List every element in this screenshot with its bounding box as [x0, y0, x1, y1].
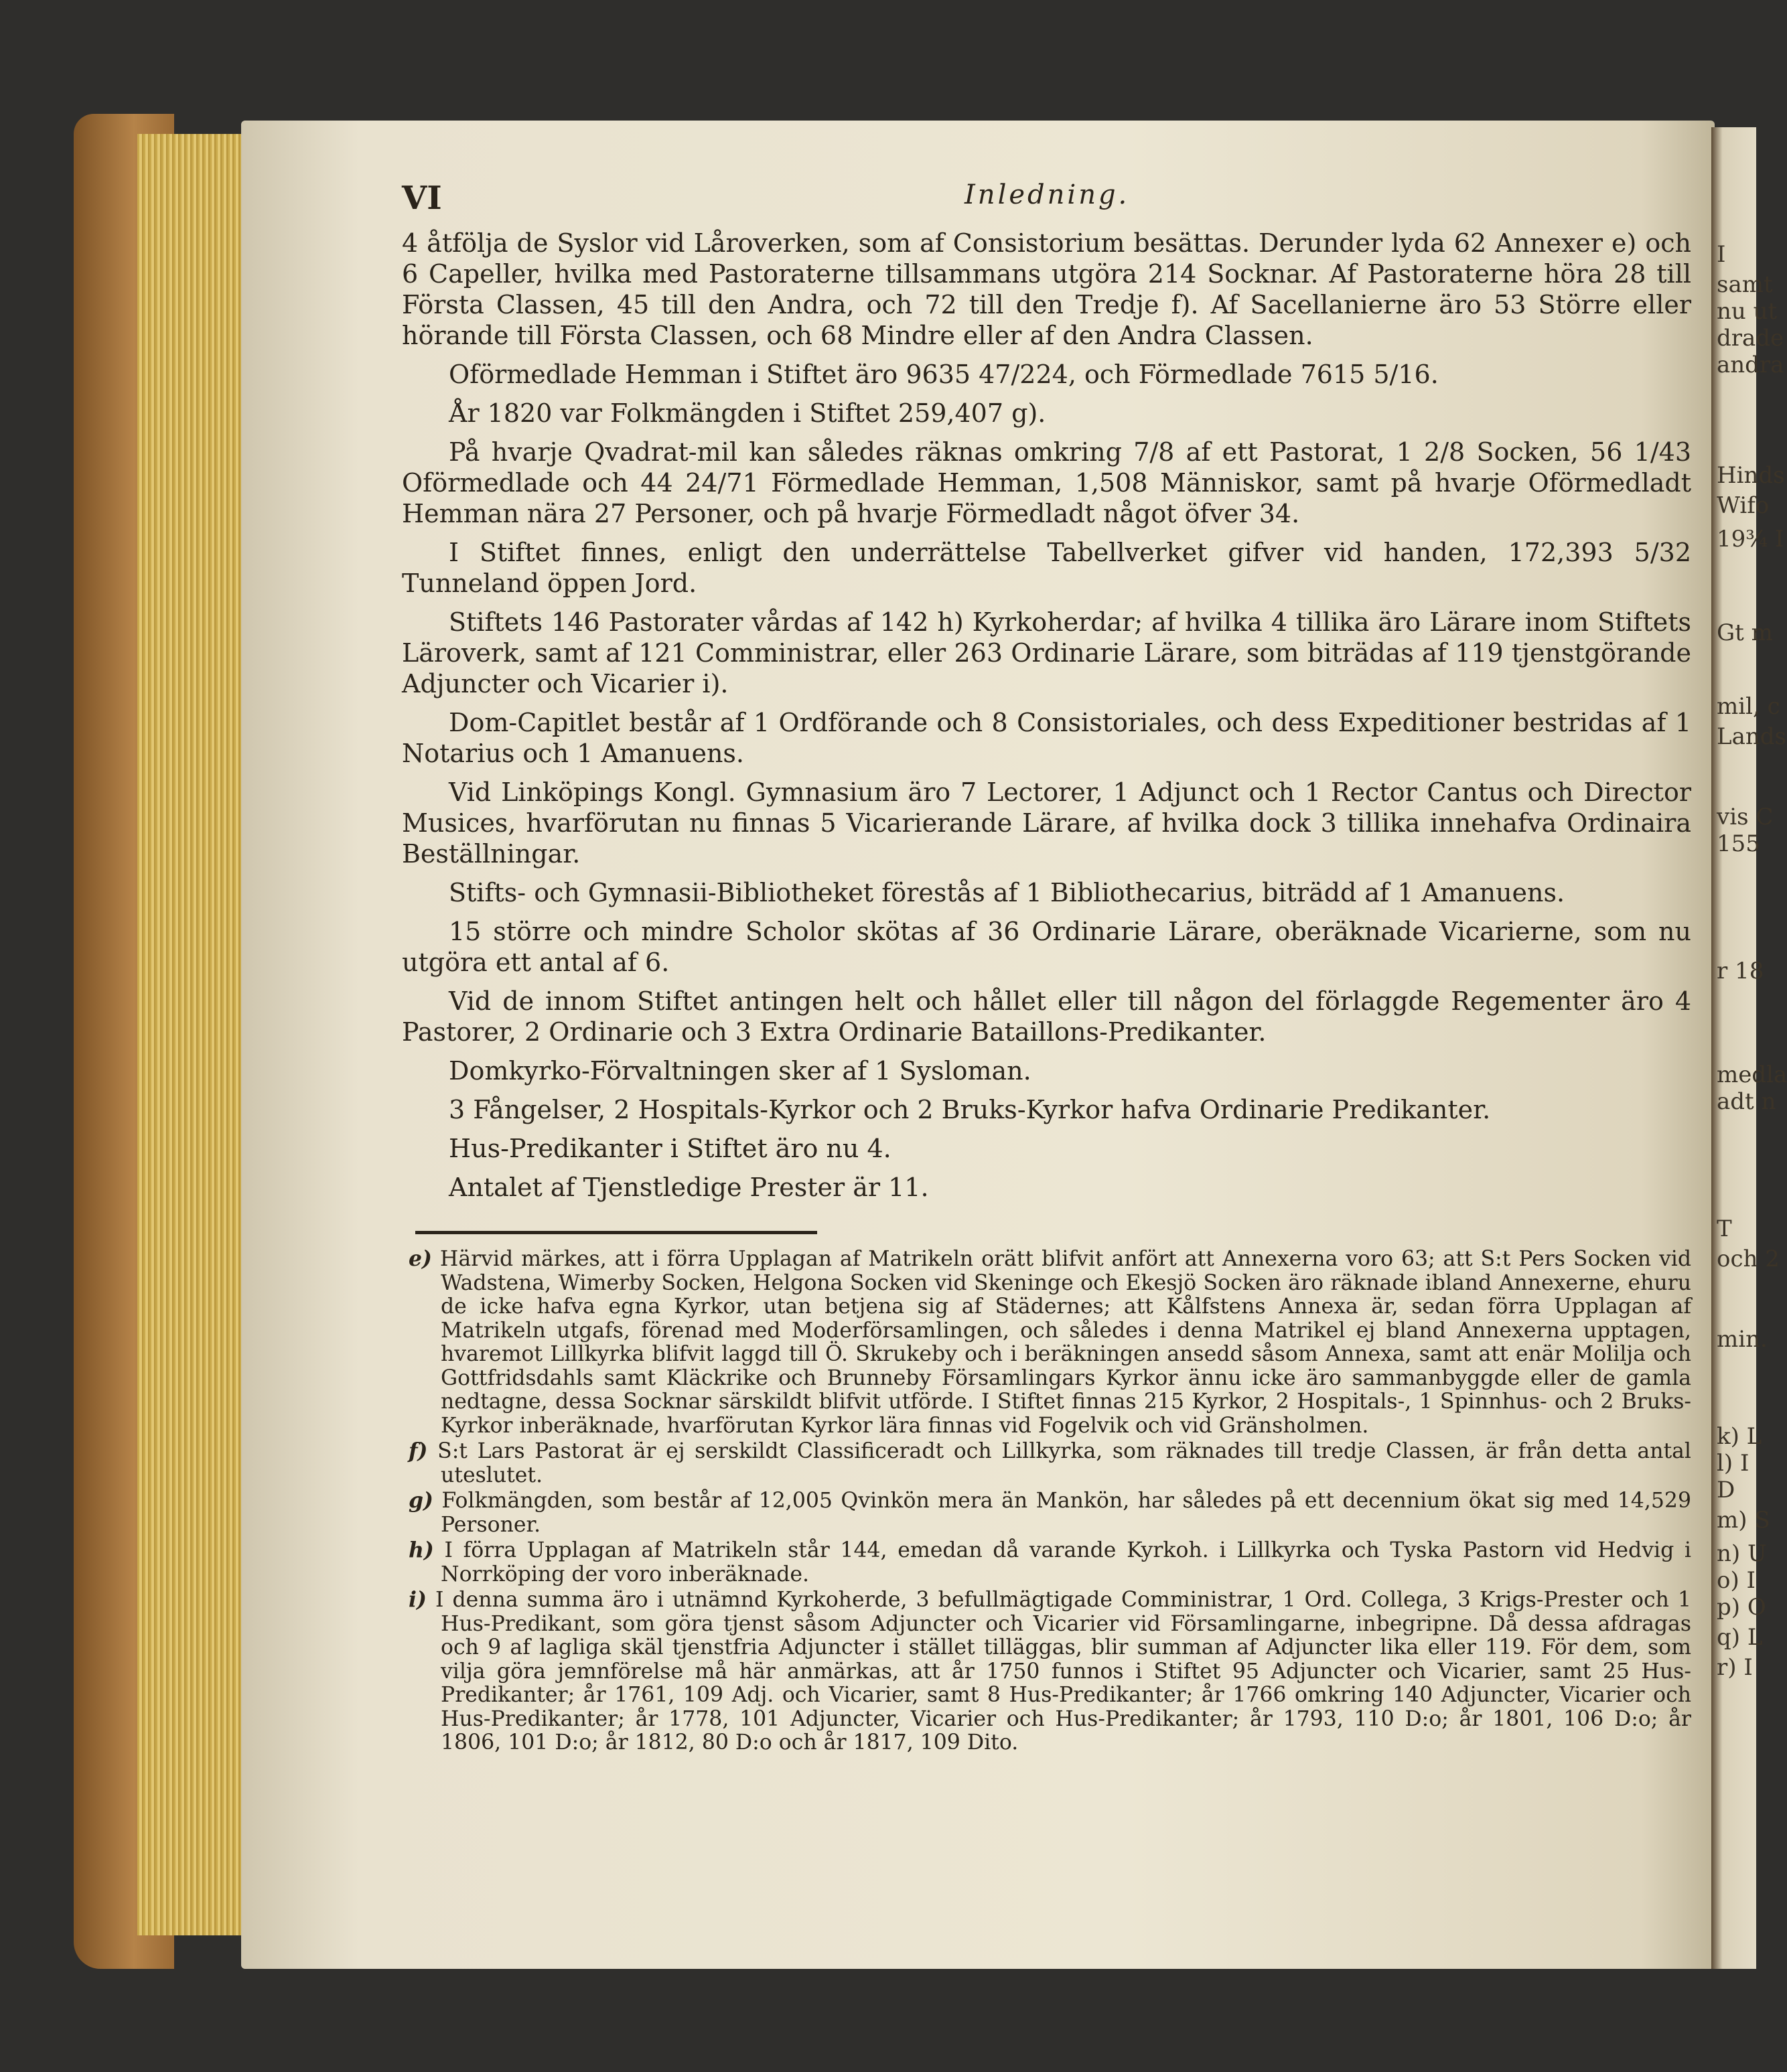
paragraph: Stiftets 146 Pastorater vårdas af 142 h) Kyrkoherdar; af hvilka 4 tillika äro Lärare inom Stiftets Läroverk, samt af 121 Comministrar, eller 263 Ordinarie Lärare, som biträdas af 119 tjenstgörande Adjuncter och Vicarier i). — [402, 607, 1691, 698]
footnote — [409, 1538, 1691, 1586]
paragraph: Dom-Capitlet består af 1 Ordförande och 8 Consistoriales, och dess Expeditioner bestridas af 1 Notarius och 1 Amanuens. — [402, 708, 1691, 768]
footnote-text: I förra Upplagan af Matrikeln står 144, emedan då varande Kyrkoh. i Lillkyrka och Tyska Pastorn vid Hedvig i Norrköping der voro inberäknade. — [441, 1538, 1691, 1586]
footnote-mark: i) — [409, 1587, 427, 1612]
paragraph: År 1820 var Folkmängden i Stiftet 259,407 g). — [449, 398, 1046, 428]
next-page-fragment: T — [1717, 1215, 1732, 1242]
page-body — [402, 228, 1691, 1211]
paragraph: 3 Fångelser, 2 Hospitals-Kyrkor och 2 Bruks-Kyrkor hafva Ordinarie Predikanter. — [449, 1095, 1491, 1124]
paragraph: Hus-Predikanter i Stiftet äro nu 4. — [449, 1134, 891, 1163]
next-page-fragment: I — [1717, 241, 1726, 268]
footnote — [409, 1489, 1691, 1537]
next-page-fragment: andra — [1717, 352, 1784, 378]
page-folio: VI — [402, 179, 442, 217]
next-page-fragment: n) U — [1717, 1540, 1767, 1567]
next-page-fragment: l) I — [1717, 1450, 1749, 1477]
next-page-fragment: D — [1717, 1477, 1735, 1503]
next-page-fragment: och 2 — [1717, 1246, 1780, 1272]
next-page-fragment: medla — [1717, 1061, 1787, 1088]
next-page-fragment: Hinds — [1717, 462, 1785, 489]
next-page-fragment: vis C — [1717, 804, 1774, 830]
next-page-edge — [1711, 127, 1787, 1969]
footnote — [409, 1588, 1691, 1755]
footnote-text: I denna summa äro i utnämnd Kyrkoherde, 3 befullmägtigade Comministrar, 1 Ord. Collega, 3 Krigs-Prester och 1 Hus-Predikant, som göra tjenst såsom Adjuncter och Vicarier vid Församlingarne, inbegripne. Då dessa afdragas och 9 af lagliga skäl tjenstfria Adjuncter i stället tilläggas, blir summan af Adjuncter lika eller 119. För dem, som vilja göra jemnförelse må här anmärkas, att år 1750 funnos i Stiftet 95 Adjuncter och Vicarier, samt 25 Hus-Predikanter; år 1761, 109 Adj. och Vicarier, samt 8 Hus-Predikanter; år 1766 omkring 140 Adjuncter, Vicarier och Hus-Predikanter; år 1778, 101 Adjuncter, Vicarier och Hus-Predikanter; år 1793, 110 D:o; år 1801, 106 D:o; år 1806, 101 D:o; år 1812, 80 D:o och år 1817, 109 Dito. — [435, 1588, 1691, 1755]
next-page-fragment: 155 — [1717, 830, 1760, 857]
footnote-rule — [415, 1231, 817, 1234]
paragraph: Domkyrko-Förvaltningen sker af 1 Sysloman. — [449, 1056, 1031, 1086]
paragraph: Oförmedlade Hemman i Stiftet äro 9635 47/224, och Förmedlade 7615 5/16. — [449, 360, 1439, 389]
next-page-fragment: min. — [1717, 1326, 1768, 1353]
running-header: Inledning. — [964, 179, 1130, 210]
next-page-fragment: drade — [1717, 325, 1784, 352]
footnote — [409, 1247, 1691, 1438]
footnotes — [409, 1247, 1691, 1757]
next-page-fragment: r) I — [1717, 1654, 1753, 1681]
paragraph: På hvarje Qvadrat-mil kan således räknas omkring 7/8 af ett Pastorat, 1 2/8 Socken, 56 1/43 Oförmedlade och 44 24/71 Förmedlade Hemman, 1,508 Människor, samt på hvarje Oförmedladt Hemman nära 27 Personer, och på hvarje Förmedladt något öfver 34. — [402, 437, 1691, 528]
footnote-text: Folkmängden, som består af 12,005 Qvinkön mera än Mankön, har således på ett decennium ökat sig med 14,529 Personer. — [441, 1489, 1691, 1537]
paragraph: Antalet af Tjenstledige Prester är 11. — [449, 1173, 929, 1202]
next-page-fragment: adt n — [1717, 1088, 1776, 1115]
paragraph: Stifts- och Gymnasii-Bibliotheket förestås af 1 Bibliothecarius, biträdd af 1 Amanuens. — [449, 878, 1565, 907]
paragraph: Vid Linköpings Kongl. Gymnasium äro 7 Lectorer, 1 Adjunct och 1 Rector Cantus och Director Musices, hvarförutan nu finnas 5 Vicarierande Lärare, af hvilka dock 3 tillika innehafva Ordinaira Beställningar. — [402, 778, 1691, 869]
footnote-text: S:t Lars Pastorat är ej serskildt Classificeradt och Lillkyrka, som räknades till tredje Classen, är från detta antal uteslutet. — [437, 1439, 1691, 1487]
next-page-fragment: mil, c — [1717, 693, 1780, 720]
page-edges — [137, 134, 248, 1935]
next-page-fragment: r 18 — [1717, 958, 1764, 984]
next-page-fragment: 19¾ I — [1717, 526, 1784, 552]
footnote-mark: e) — [409, 1246, 432, 1271]
paragraph: Vid de innom Stiftet antingen helt och hållet eller till någon del förlaggde Regementer äro 4 Pastorer, 2 Ordinarie och 3 Extra Ordinarie Bataillons-Predikanter. — [402, 986, 1691, 1047]
footnote-mark: f) — [409, 1438, 428, 1463]
next-page-fragment: p) O — [1717, 1594, 1766, 1621]
next-page-fragment: Gt m — [1717, 619, 1773, 646]
next-page-fragment: m) S — [1717, 1507, 1770, 1534]
footnote-text: Härvid märkes, att i förra Upplagan af Matrikeln orätt blifvit anfört att Annexerna voro 63; att S:t Pers Socken vid Wadstena, Wimerby Socken, Helgona Socken vid Skeninge och Ekesjö Socken äro räknade ibland Annexerne, ehuru de icke hafva egna Kyrkor, utan betjena sig af Städernes; att Kålfstens Annexa är, sedan förra Upplagan af Matrikeln utgafs, förenad med Moderförsamlingen, och således i denna Matrikel ej bland Annexerna upptagen, hvaremot Lillkyrka blifvit laggd till Ö. Skrukeby och i beräkningen ansedd såsom Annexa, samt att enär Molilja och Gottfridsdahls samt Kläckrike och Brunneby Församlingars Kyrkor ännu icke äro sammanbyggde eller de gamla nedtagne, dessa Socknar särskildt blifvit utförde. I Stiftet finnas 215 Kyrkor, 2 Hospitals-, 1 Spinnhus- och 2 Bruks-Kyrkor inberäknade, hvarförutan Kyrkor lära finnas vid Fogelvik och vid Gränsholmen. — [439, 1247, 1692, 1438]
footnote-mark: g) — [409, 1488, 433, 1513]
footnote — [409, 1439, 1691, 1487]
next-page-fragment: k) L — [1717, 1423, 1762, 1450]
next-page-fragment: samt — [1717, 271, 1773, 298]
paragraph: I Stiftet finnes, enligt den underrättelse Tabellverket gifver vid handen, 172,393 5/32 Tunneland öppen Jord. — [402, 538, 1691, 598]
next-page-fragment: Lands — [1717, 723, 1786, 750]
paragraph: 15 större och mindre Scholor skötas af 36 Ordinarie Lärare, oberäknade Vicarierne, som nu utgöra ett antal af 6. — [402, 917, 1691, 977]
next-page-fragment: o) I — [1717, 1567, 1756, 1594]
paragraph: 4 åtfölja de Syslor vid Låroverken, som af Consistorium besättas. Derunder lyda 62 Annexer e) och 6 Capeller, hvilka med Pastoraterne tillsammans utgöra 214 Socknar. Af Pastoraterne höra 28 till Första Classen, 45 till den Andra, och 72 till den Tredje f). Af Sacellanierne äro 53 Större eller hörande till Första Classen, och 68 Mindre eller af den Andra Classen. — [402, 228, 1691, 350]
next-page-fragment: Wifo — [1717, 492, 1770, 519]
next-page-fragment: nu ut — [1717, 298, 1778, 325]
footnote-mark: h) — [409, 1538, 434, 1562]
next-page-fragment: q) L — [1717, 1624, 1763, 1651]
